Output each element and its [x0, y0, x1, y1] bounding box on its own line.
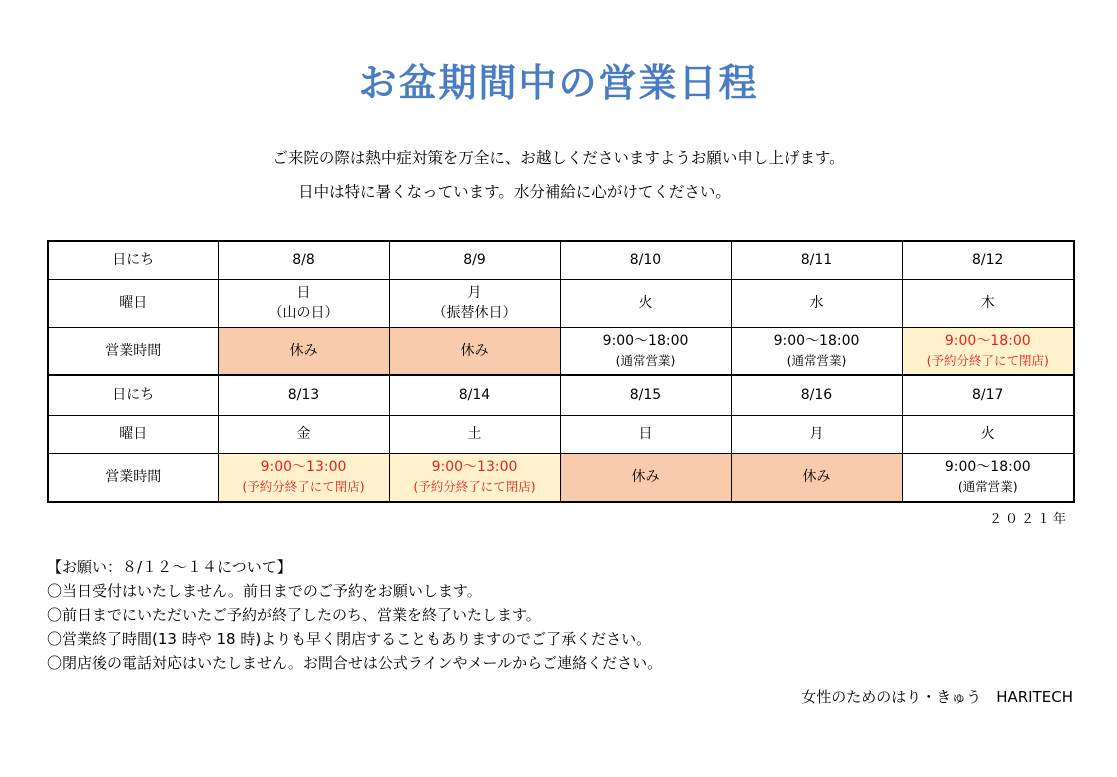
row-label-hours: 営業時間 [48, 327, 218, 375]
row-label-hours: 営業時間 [48, 453, 218, 502]
weekday-cell [389, 279, 560, 327]
weekday-cell: 火 [560, 279, 731, 327]
weekday-cell: 金 [218, 415, 389, 453]
hours-cell-closed: 休み [731, 453, 902, 502]
note-item: 〇当日受付はいたしません。前日までのご予約をお願いします。 [47, 582, 482, 600]
hours-note: (予約分終了にて閉店) [413, 479, 536, 495]
date-cell: 8/16 [731, 375, 902, 415]
note-item: 〇閉店後の電話対応はいたしません。お問合せは公式ラインやメールからご連絡ください。 [47, 654, 663, 672]
weekday-cell: 月 [731, 415, 902, 453]
hours-time: 9:00〜13:00 [431, 459, 518, 476]
hours-time: 9:00〜18:00 [602, 332, 689, 349]
weekday-note: （山の日） [268, 305, 339, 321]
table-row [48, 327, 1074, 375]
hours-note: (通常営業) [957, 479, 1018, 495]
row-label-date: 日にち [48, 241, 218, 279]
table-row [48, 375, 1074, 415]
schedule-table [47, 240, 1075, 503]
weekday-cell: 日 [560, 415, 731, 453]
note-item: 〇営業終了時間(13 時や 18 時)よりも早く閉店することもありますのでご了承ください。 [47, 630, 652, 648]
date-cell: 8/15 [560, 375, 731, 415]
date-cell: 8/17 [902, 375, 1074, 415]
hours-note: (予約分終了にて閉店) [242, 479, 365, 495]
notes-section [47, 555, 662, 675]
hours-cell-closed: 休み [389, 327, 560, 375]
hours-cell [902, 453, 1074, 502]
hours-time: 9:00〜13:00 [260, 459, 347, 476]
hours-time: 9:00〜18:00 [944, 332, 1031, 349]
weekday-cell: 木 [902, 279, 1074, 327]
date-cell: 8/10 [560, 241, 731, 279]
hours-cell-partial [218, 453, 389, 502]
table-row [48, 241, 1074, 279]
date-cell: 8/11 [731, 241, 902, 279]
date-cell: 8/13 [218, 375, 389, 415]
hours-time: 9:00〜18:00 [944, 459, 1031, 476]
year-label: ２０２１年 [988, 512, 1069, 527]
hours-time: 9:00〜18:00 [773, 332, 860, 349]
hours-cell [560, 327, 731, 375]
weekday-text: 日 [296, 285, 311, 301]
hours-cell-partial [902, 327, 1074, 375]
table-row [48, 453, 1074, 502]
row-label-weekday: 曜日 [48, 279, 218, 327]
weekday-cell: 土 [389, 415, 560, 453]
date-cell: 8/9 [389, 241, 560, 279]
row-label-weekday: 曜日 [48, 415, 218, 453]
table-row [48, 279, 1074, 327]
notes-heading: 【お願い：８/１２〜１４について】 [47, 558, 292, 576]
note-item: 〇前日までにいただいたご予約が終了したのち、営業を終了いたします。 [47, 606, 541, 624]
date-cell: 8/14 [389, 375, 560, 415]
hours-note: (予約分終了にて閉店) [926, 352, 1049, 368]
weekday-cell [218, 279, 389, 327]
hours-cell-closed: 休み [560, 453, 731, 502]
weekday-note: （振替休日） [432, 305, 517, 321]
weekday-text: 月 [467, 285, 482, 301]
hours-note: (通常営業) [786, 352, 847, 368]
row-label-date: 日にち [48, 375, 218, 415]
intro-line-2: 日中は特に暑くなっています。水分補給に心がけてください。 [298, 183, 731, 201]
intro-line-1: ご来院の際は熱中症対策を万全に、お越しくださいますようお願い申し上げます。 [272, 149, 845, 167]
table-row [48, 415, 1074, 453]
hours-note: (通常営業) [615, 352, 676, 368]
weekday-cell: 水 [731, 279, 902, 327]
date-cell: 8/8 [218, 241, 389, 279]
weekday-cell: 火 [902, 415, 1074, 453]
hours-cell-closed: 休み [218, 327, 389, 375]
hours-cell-partial [389, 453, 560, 502]
page-title: お盆期間中の営業日程 [358, 61, 759, 105]
hours-cell [731, 327, 902, 375]
clinic-signature: 女性のためのはり・きゅう HARITECH [801, 688, 1073, 706]
date-cell: 8/12 [902, 241, 1074, 279]
